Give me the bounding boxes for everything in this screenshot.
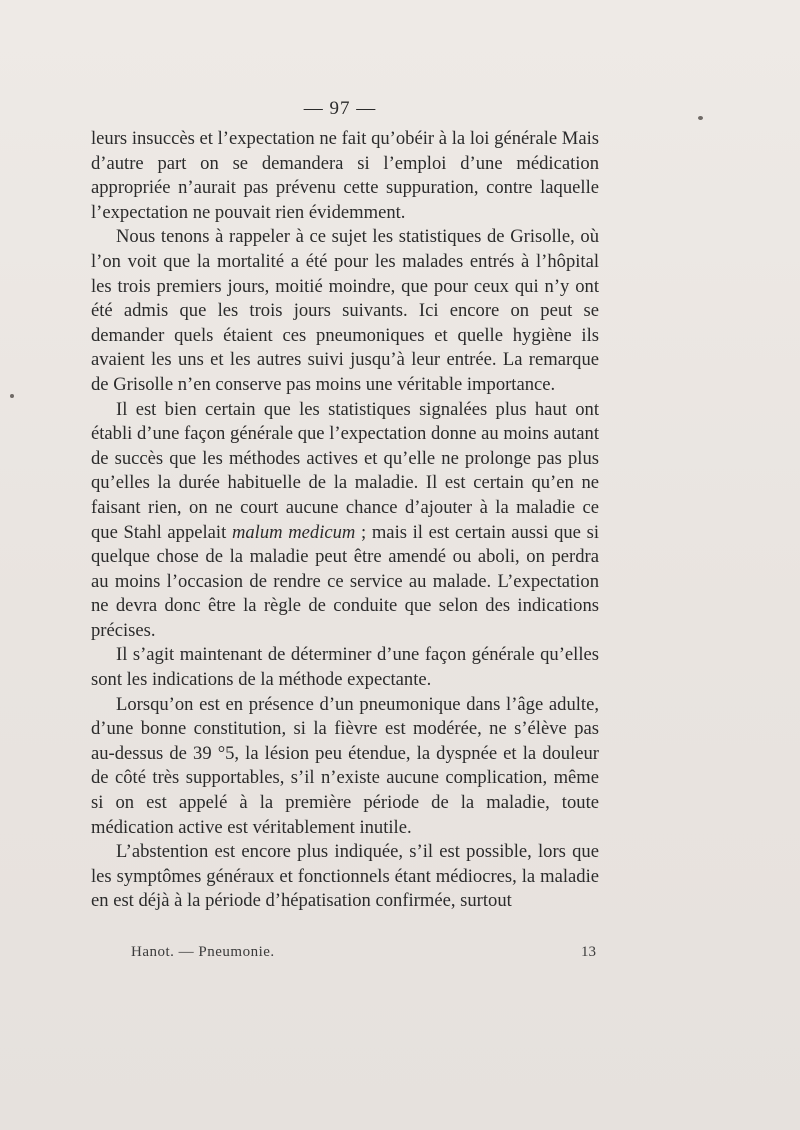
paragraph-3-text-end: ; mais il est certain aussi que si quelque chose de la maladie peut être amendé ou aboli, on perdra au moins l’occasion de rendre ce service au malade. L’expectation ne devra donc être la règle de conduite que selon des indications précises. [91,521,599,641]
footer-author-title: Hanot. — Pneumonie. [131,944,275,960]
paragraph-4: Il s’agit maintenant de déterminer d’une façon générale qu’elles sont les indications de la méthode expectante. [91,644,599,691]
paragraph-1: leurs insuccès et l’expectation ne fait qu’obéir à la loi générale Mais d’autre part on se demandera si l’emploi d’une médication appropriée n’aurait pas prévenu cette suppuration, contre laquelle l’expectation ne pouvait rien évidemment. [91,128,599,223]
paragraph-3 [91,398,599,644]
paper-speck [10,394,14,398]
paragraph-3-text: Il est bien certain que les statistiques signalées plus haut ont établi d’une façon générale que l’expectation donne au moins autant de succès que les méthodes actives et qu’elle ne prolonge pas plus qu’elles la durée habituelle de la maladie. Il est certain qu’en ne faisant rien, on ne court aucune chance d’ajouter à la maladie ce que Stahl appelait [91,398,599,543]
italic-phrase: malum medicum [231,521,356,543]
body-text [91,127,599,914]
page-number: — 97 — [303,98,377,119]
footer-signature-mark: 13 [581,944,596,960]
paragraph-6: L’abstention est encore plus indiquée, s’il est possible, lors que les symptômes généraux et fonctionnels étant médiocres, la maladie en est déjà à la période d’hépatisation confirmée, surtout [91,841,599,912]
paragraph-5: Lorsqu’on est en présence d’un pneumonique dans l’âge adulte, d’une bonne constitution, si la fièvre est modérée, ne s’élève pas au-dessus de 39 °5, la lésion peu étendue, la dyspnée et la douleur de côté très supportables, s’il n’existe aucune complication, même si on est appelé à la première période de la maladie, toute médication active est véritablement inutile. [91,693,599,838]
paper-speck [698,116,703,120]
paragraph-2: Nous tenons à rappeler à ce sujet les statistiques de Grisolle, où l’on voit que la mortalité a été pour les malades entrés à l’hôpital les trois premiers jours, moitié moindre, que pour ceux qui n’y ont été admis que les trois jours suivants. Ici encore on peut se demander quels étaient ces pneumoniques et quelle hygiène ils avaient les uns et les autres suivi jusqu’à leur entrée. La remarque de Grisolle n’en conserve pas moins une véritable importance. [91,226,599,395]
